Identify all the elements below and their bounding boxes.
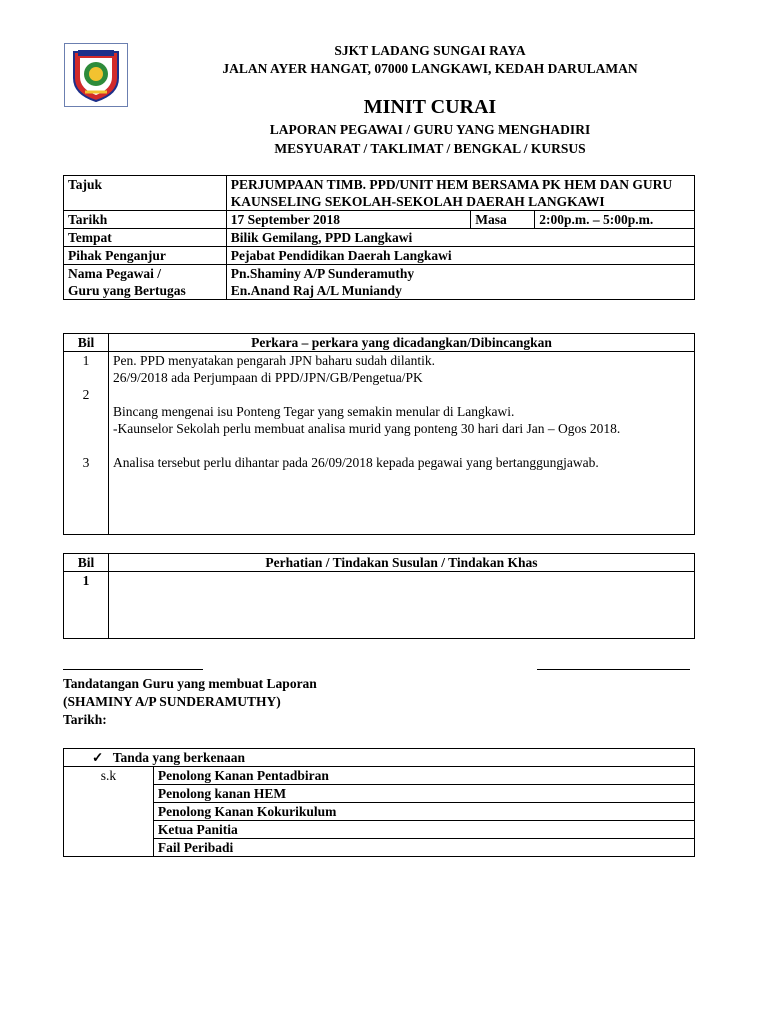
signature-label: Tandatangan Guru yang membuat Laporan — [63, 676, 317, 691]
column-header-bil: Bil — [64, 554, 109, 572]
matter-item — [113, 352, 690, 386]
table-row — [64, 352, 695, 535]
table-header-row — [64, 749, 695, 767]
table-row — [64, 176, 695, 211]
action-text — [108, 572, 694, 639]
school-name: SJKT LADANG SUNGAI RAYA — [334, 43, 526, 58]
matter-item — [113, 454, 690, 471]
pegawai-label-line: Guru yang Bertugas — [68, 283, 186, 298]
distribution-header-label: Tanda yang berkenaan — [112, 750, 245, 765]
matter-item — [113, 386, 690, 454]
tajuk-value: PERJUMPAAN TIMB. PPD/UNIT HEM BERSAMA PK HEM DAN GURU KAUNSELING SEKOLAH-SEKOLAH DAERAH LANGKAWI — [226, 176, 694, 211]
column-header-perhatian: Perhatian / Tindakan Susulan / Tindakan Khas — [108, 554, 694, 572]
recipient-item: Fail Peribadi — [153, 839, 694, 857]
meeting-info-table — [63, 175, 695, 300]
pegawai-name: En.Anand Raj A/L Muniandy — [230, 283, 402, 298]
column-header-perkara: Perkara – perkara yang dicadangkan/Dibincangkan — [108, 334, 694, 352]
matter-line: 26/9/2018 ada Perjumpaan di PPD/JPN/GB/Pengetua/PK — [112, 370, 423, 385]
tarikh-label: Tarikh — [64, 211, 227, 229]
matters-table — [63, 333, 695, 535]
item-texts — [108, 352, 694, 535]
distribution-table — [63, 748, 695, 857]
distribution-header — [64, 749, 695, 767]
table-row — [64, 839, 695, 857]
checkmark-icon: ✓ — [92, 750, 104, 765]
recipient-item: Penolong Kanan Kokurikulum — [153, 803, 694, 821]
table-header-row — [64, 334, 695, 352]
matter-line: Pen. PPD menyatakan pengarah JPN baharu sudah dilantik. — [112, 353, 436, 368]
table-row — [64, 572, 695, 639]
document-subtitle: LAPORAN PEGAWAI / GURU YANG MENGHADIRI — [269, 122, 591, 137]
pegawai-label-line: Nama Pegawai / — [68, 266, 161, 281]
table-row — [64, 247, 695, 265]
document-title: MINIT CURAI — [363, 96, 497, 118]
masa-value: 2:00p.m. – 5:00p.m. — [535, 211, 695, 229]
matter-line: -Kaunselor Sekolah perlu membuat analisa murid yang ponteng 30 hari dari Jan – Ogos 2018. — [112, 421, 621, 436]
table-row — [64, 767, 695, 785]
table-row — [64, 229, 695, 247]
table-header-row — [64, 554, 695, 572]
penganjur-value: Pejabat Pendidikan Daerah Langkawi — [226, 247, 694, 265]
item-number: 2 — [82, 387, 90, 402]
table-row — [64, 211, 695, 229]
signature-date-label: Tarikh: — [63, 712, 107, 727]
school-logo — [64, 43, 128, 107]
recipient-item: Penolong kanan HEM — [153, 785, 694, 803]
table-row — [64, 265, 695, 300]
pegawai-label — [64, 265, 227, 300]
tarikh-value: 17 September 2018 — [226, 211, 471, 229]
item-number: 1 — [82, 353, 90, 368]
recipient-item: Ketua Panitia — [153, 821, 694, 839]
tempat-label: Tempat — [64, 229, 227, 247]
table-row — [64, 821, 695, 839]
item-numbers — [64, 352, 109, 535]
document-subtitle: MESYUARAT / TAKLIMAT / BENGKAL / KURSUS — [274, 141, 586, 156]
tempat-value: Bilik Gemilang, PPD Langkawi — [226, 229, 694, 247]
tajuk-label: Tajuk — [64, 176, 227, 211]
action-number: 1 — [64, 572, 109, 639]
date-line — [537, 669, 690, 670]
pegawai-value — [226, 265, 694, 300]
table-row — [64, 785, 695, 803]
pegawai-name: Pn.Shaminy A/P Sunderamuthy — [230, 266, 415, 281]
school-address: JALAN AYER HANGAT, 07000 LANGKAWI, KEDAH DARULAMAN — [222, 61, 638, 76]
signatory-name: (SHAMINY A/P SUNDERAMUTHY) — [63, 694, 281, 709]
action-table — [63, 553, 695, 639]
recipient-item: Penolong Kanan Pentadbiran — [153, 767, 694, 785]
column-header-bil: Bil — [64, 334, 109, 352]
item-number: 3 — [82, 455, 90, 470]
penganjur-label: Pihak Penganjur — [64, 247, 227, 265]
table-row — [64, 803, 695, 821]
masa-label: Masa — [471, 211, 535, 229]
matter-line: Bincang mengenai isu Ponteng Tegar yang semakin menular di Langkawi. — [112, 404, 515, 419]
sk-label: s.k — [64, 767, 154, 857]
matter-line: Analisa tersebut perlu dihantar pada 26/09/2018 kepada pegawai yang bertanggungjawab. — [112, 455, 599, 470]
signature-line — [63, 669, 203, 670]
